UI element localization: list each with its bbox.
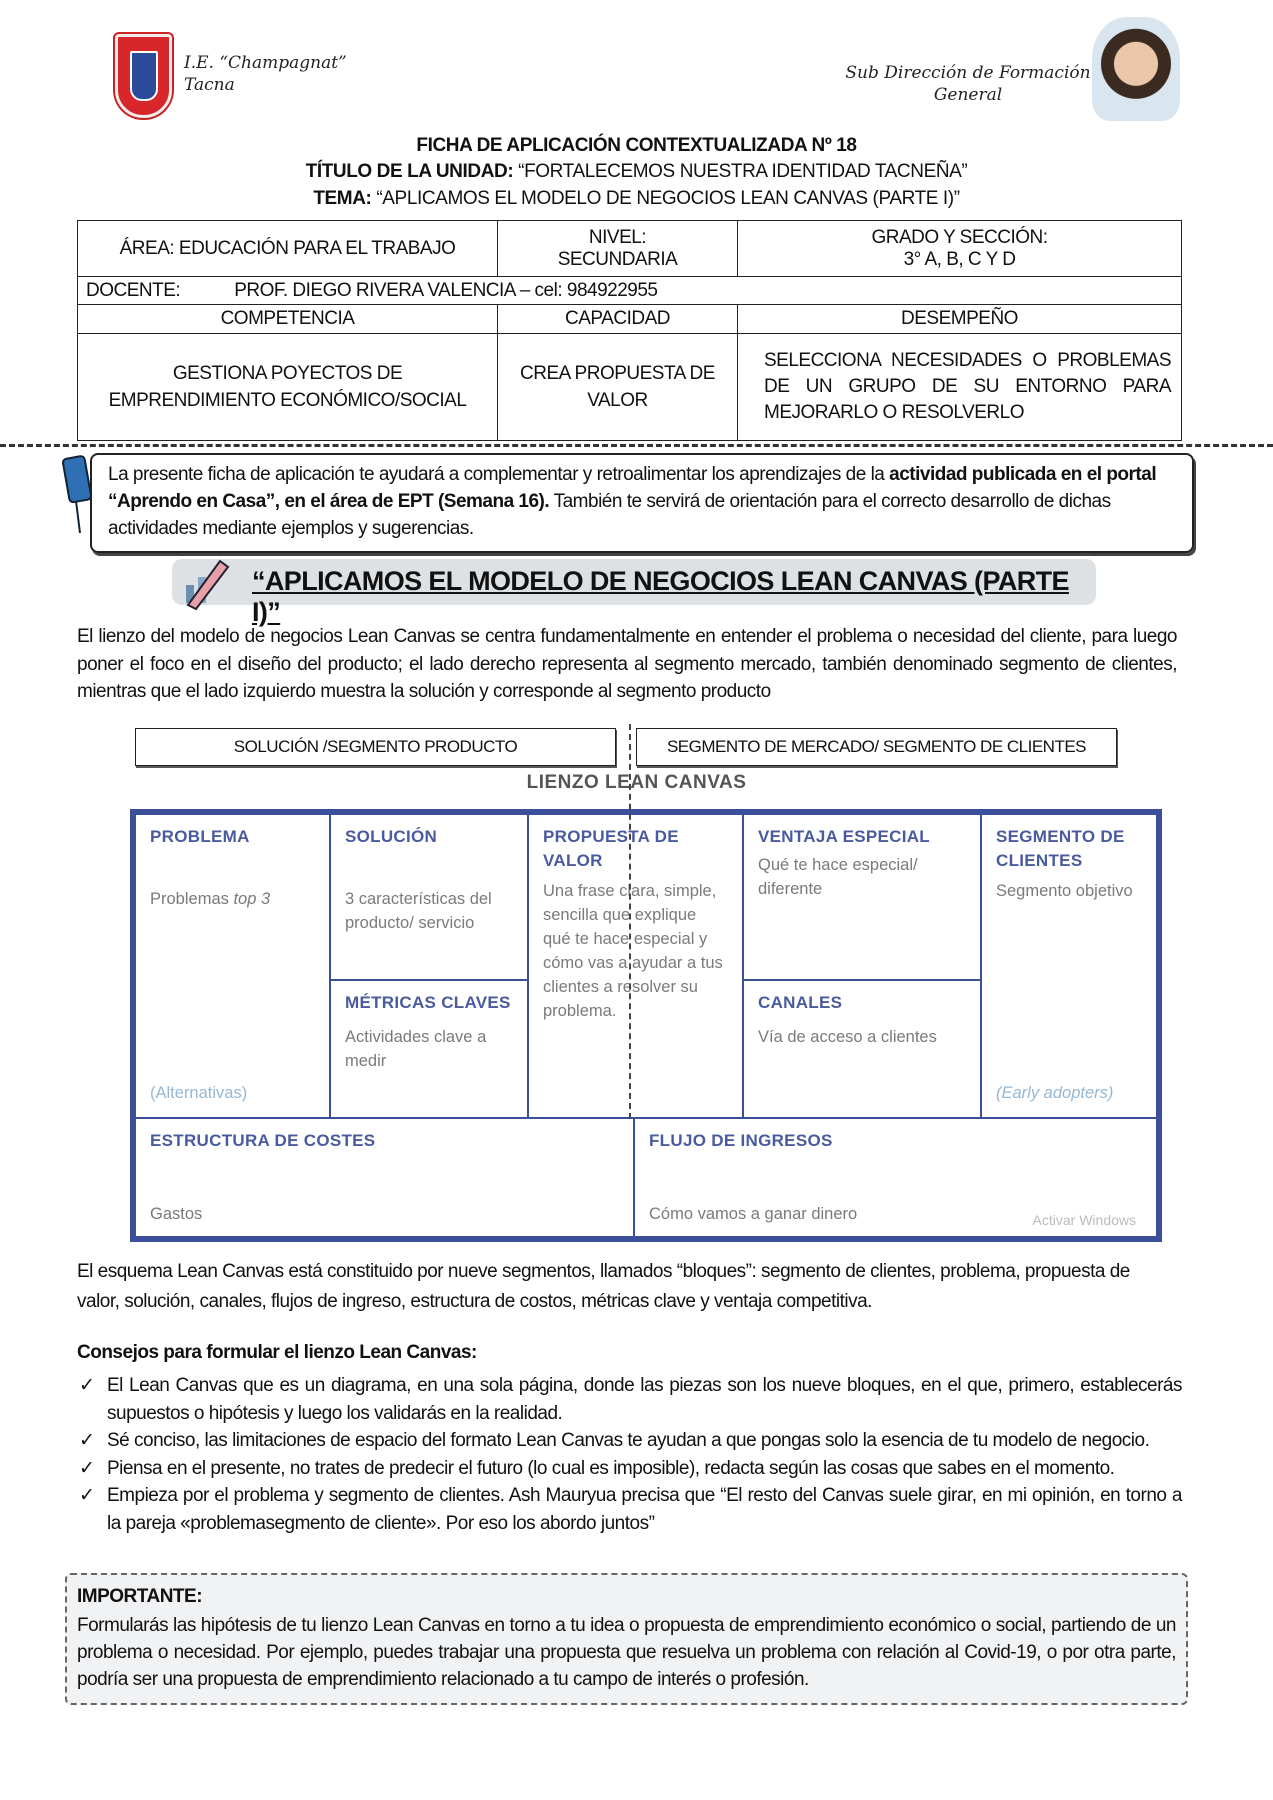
metricas-text: Actividades clave a medir	[345, 1028, 487, 1070]
canvas-block-ingresos	[633, 1117, 1158, 1238]
tip-item	[77, 1482, 1182, 1537]
school-name-text: I.E. “Champagnat”	[184, 53, 347, 73]
competencia-cell: GESTIONA POYECTOS DE EMPRENDIMIENTO ECONÓMICO/SOCIAL	[78, 334, 498, 441]
market-segment-label: SEGMENTO DE MERCADO/ SEGMENTO DE CLIENTES	[636, 728, 1117, 766]
propuesta-title: PROPUESTA DE VALOR	[543, 827, 679, 870]
check-icon: ✓	[79, 1485, 95, 1506]
notice-box	[90, 453, 1194, 553]
section-banner	[172, 559, 1096, 627]
grado-label: GRADO Y SECCIÓN:	[871, 226, 1048, 248]
docente-value: PROF. DIEGO RIVERA VALENCIA	[234, 279, 515, 301]
header-competencia: COMPETENCIA	[78, 305, 498, 334]
tip-text: Sé conciso, las limitaciones de espacio del formato Lean Canvas te ayudan a que pongas solo la esencia de tu modelo de negocio.	[107, 1430, 1150, 1451]
docente-label: DOCENTE:	[86, 279, 181, 301]
school-city-text: Tacna	[184, 75, 235, 95]
ficha-title: FICHA DE APLICACIÓN CONTEXTUALIZADA Nº 18	[416, 135, 857, 156]
tip-text: Piensa en el presente, no trates de predecir el futuro (lo cual es imposible), redacta según las cosas que sabes en el momento.	[107, 1457, 1115, 1479]
canvas-block-ventaja	[742, 813, 982, 981]
ventaja-title: VENTAJA ESPECIAL	[758, 827, 930, 846]
canvas-block-problema	[134, 813, 331, 1119]
notice-bold: actividad publicada en el portal “Aprendo en Casa”, en el área de EPT (Semana 16).	[108, 464, 1157, 512]
tips-list	[77, 1372, 1182, 1537]
docente-phone: – cel: 984922955	[514, 279, 658, 301]
nivel-value: SECUNDARIA	[557, 248, 678, 270]
department-heading	[838, 62, 1098, 106]
canvas-block-propuesta	[527, 813, 744, 1119]
grado-cell	[738, 221, 1182, 277]
metricas-title: MÉTRICAS CLAVES	[345, 993, 511, 1012]
important-box	[65, 1573, 1188, 1705]
section-divider	[0, 444, 1273, 447]
propuesta-text: Una frase clara, simple, sencilla que explique qué te hace especial y cómo vas a ayudar a tus clientes a resolver su problema.	[543, 882, 723, 1020]
tema-label: TEMA:	[313, 188, 372, 209]
canvas-title: LIENZO LEAN CANVAS	[526, 772, 747, 793]
ingresos-text: Cómo vamos a ganar dinero	[649, 1205, 858, 1223]
ventaja-text: Qué te hace especial/ diferente	[758, 856, 918, 898]
unidad-label: TÍTULO DE LA UNIDAD:	[305, 161, 514, 182]
segmento-hint: (Early adopters)	[996, 1084, 1114, 1102]
canvas-block-solucion	[329, 813, 529, 981]
canvas-block-canales	[742, 979, 982, 1119]
costes-text: Gastos	[150, 1205, 203, 1223]
canvas-block-costes	[134, 1117, 635, 1238]
check-icon: ✓	[79, 1375, 95, 1396]
tema-title	[0, 188, 1273, 210]
windows-activation-watermark: Activar Windows	[1032, 1212, 1136, 1228]
notice-text-2: También te servirá de orientación para el correcto desarrollo de dichas actividades mediante ejemplos y sugerencias.	[108, 491, 1111, 539]
problema-hint: (Alternativas)	[150, 1084, 248, 1102]
header-desempeno: DESEMPEÑO	[738, 305, 1182, 334]
important-title: IMPORTANTE:	[77, 1586, 203, 1607]
department-line-1: Sub Dirección de Formación	[845, 63, 1091, 83]
tip-item	[77, 1427, 1182, 1455]
blocks-paragraph: El esquema Lean Canvas está constituido por nueve segmentos, llamados “bloques”: segmento de clientes, problema, propuesta de valor, solución, canales, flujos de ingreso, estructura de costos, métricas clave y ventaja competitiva.	[77, 1261, 1130, 1312]
problema-text-em: top 3	[233, 890, 271, 908]
department-line-2: General	[933, 85, 1003, 105]
unidad-title	[0, 161, 1273, 183]
canales-text: Vía de acceso a clientes	[758, 1028, 937, 1046]
costes-title: ESTRUCTURA DE COSTES	[150, 1131, 376, 1150]
tip-item	[77, 1372, 1182, 1427]
solucion-title: SOLUCIÓN	[345, 827, 438, 846]
canvas-block-segmento	[980, 813, 1158, 1119]
intro-paragraph: El lienzo del modelo de negocios Lean Canvas se centra fundamentalmente en entender el problema o necesidad del cliente, para luego poner el foco en el diseño del producto; el lado derecho representa al segmento mercado, también denominado segmento de clientes, mientras que el lado izquierdo muestra la solución y corresponde al segmento producto	[77, 626, 1177, 702]
founder-portrait-image	[1092, 17, 1180, 121]
ingresos-title: FLUJO DE INGRESOS	[649, 1131, 833, 1150]
unidad-value: “FORTALECEMOS NUESTRA IDENTIDAD TACNEÑA”	[513, 161, 968, 182]
info-table	[77, 220, 1182, 441]
docente-cell	[78, 277, 1182, 305]
tema-value: “APLICAMOS EL MODELO DE NEGOCIOS LEAN CANVAS (PARTE I)”	[371, 188, 960, 209]
canales-title: CANALES	[758, 993, 843, 1012]
tip-item	[77, 1455, 1182, 1483]
segmento-title: SEGMENTO DE CLIENTES	[996, 827, 1125, 870]
check-icon: ✓	[79, 1457, 95, 1479]
segment-divider-line	[629, 724, 631, 1119]
grado-value: 3° A, B, C Y D	[903, 248, 1016, 270]
tips-title: Consejos para formular el lienzo Lean Canvas:	[77, 1342, 477, 1363]
desempeno-cell: SELECCIONA NECESIDADES O PROBLEMAS DE UN GRUPO DE SU ENTORNO PARA MEJORARLO O RESOLVERLO	[738, 334, 1182, 441]
tip-text: El Lean Canvas que es un diagrama, en una sola página, donde las piezas son los nueve bloques, en el que, primero, establecerás supuestos o hipótesis y luego los validarás en la realidad.	[107, 1375, 1182, 1424]
notice-text-1: La presente ficha de aplicación te ayudará a complementar y retroalimentar los aprendizajes de la	[108, 464, 890, 485]
header-capacidad: CAPACIDAD	[498, 305, 738, 334]
lean-canvas	[130, 809, 1162, 1242]
solucion-text: 3 características del producto/ servicio	[345, 890, 492, 932]
area-cell: ÁREA: EDUCACIÓN PARA EL TRABAJO	[78, 221, 498, 277]
problema-text-pre: Problemas	[150, 890, 234, 908]
tip-text: Empieza por el problema y segmento de clientes. Ash Mauryua precisa que “El resto del Canvas suele girar, en mi opinión, en torno a la pareja «problemasegmento de cliente». Por eso los abordo juntos”	[107, 1485, 1182, 1534]
segmento-text: Segmento objetivo	[996, 882, 1133, 900]
nivel-cell	[498, 221, 738, 277]
school-name	[184, 52, 347, 96]
check-icon: ✓	[79, 1430, 95, 1451]
capacidad-cell: CREA PROPUESTA DE VALOR	[498, 334, 738, 441]
banner-title: “APLICAMOS EL MODELO DE NEGOCIOS LEAN CANVAS (PARTE I)”	[252, 566, 1069, 627]
problema-text	[150, 887, 315, 911]
solution-segment-label: SOLUCIÓN /SEGMENTO PRODUCTO	[135, 728, 616, 766]
school-crest-logo	[115, 34, 172, 118]
problema-title: PROBLEMA	[150, 827, 250, 846]
canvas-block-metricas	[329, 979, 529, 1119]
nivel-label: NIVEL:	[588, 226, 647, 248]
important-text: Formularás las hipótesis de tu lienzo Lean Canvas en torno a tu idea o propuesta de emprendimiento económico o social, partiendo de un problema o necesidad. Por ejemplo, puedes trabajar una propuesta que resuelva un problema con relación al Covid-19, o por otra parte, podría ser una propuesta de emprendimiento relacionado a tu campo de interés o profesión.	[77, 1615, 1176, 1690]
pencil-chart-icon	[176, 555, 236, 611]
